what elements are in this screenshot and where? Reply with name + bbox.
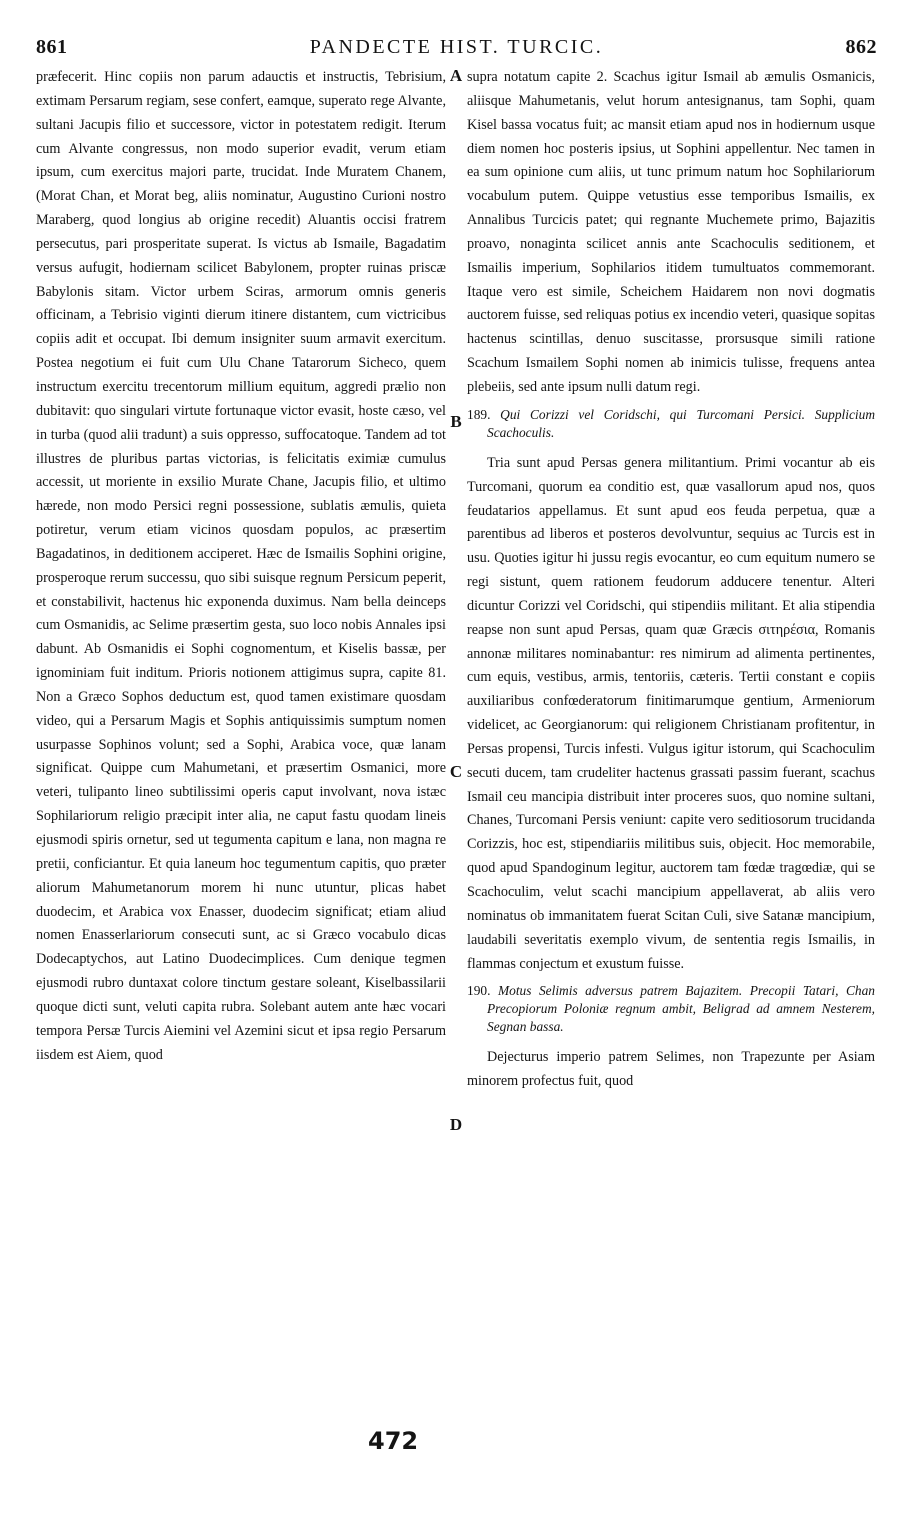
section-heading-190 — [467, 982, 875, 1036]
right-page-number: 862 — [845, 36, 877, 58]
left-paragraph: præfecerit. Hinc copiis non parum adauctis et instructis, Tebrisium, extimam Persarum regiam, sese confert, eamque, superato rege Alvante, sultani Jacupis filio et successore, victor in potestatem redigit. Iterum cum Alvante congressus, non modo superior evadit, verum etiam ipsum, cum exercitus majori parte, trucidat. Inde Muratem Chanem, (Morat Chan, et Morat beg, aliis nominatur, Augustino Curioni nostro Maraberg, quod longius ab origine recedit) Aluantis occisi fratrem persecutus, pari prosperitate superat. Is victus ab Ismaile, Bagadatim versus aufugit, hodiernam scilicet Babylonem, propter ruinas priscæ Babylonis sitam. Victor urbem Sciras, armorum omnis generis officinam, a Tebrisio viginti dierum itinere distantem, cum victricibus copiis adit et occupat. Ibi demum insigniter suum armavit exercitum. Postea negotium ei fuit cum Ulu Chane Tatarorum Sicheco, quem instructum exercitu trecentorum millium equitum, aggredi prælio non dubitavit: quo singulari virtute fortunaque victor evasit, hoste cæso, vel in turba (quod alii tradunt) a suis oppresso, suffocatoque. Tandem ad tot illustres de pluribus partas victorias, is felicitatis eximiæ cumulus accessit, ut moriente in exsilio Murate Chane, Jacupis filio, et ultimo hærede, non modo Persici regni possessione, sublatis æmulis, quieta potiretur, verum etiam vicinos quosdam populos, ac præsertim Bagadatinos, in deditionem acciperet. Hæc de Ismailis Sophini origine, prosperoque rerum successu, quo sibi suisque regnum Persicum peperit, et constabilivit, hactenus hic exponenda duximus. Nam bella deinceps cum Osmanidis, ac Selime præsertim gesta, suo loco nobis Annales ipsi dabunt. Ab Osmanidis ei Sophi cognomentum, et Kiselis bassæ, per ignominiam fuit inditum. Prioris notionem attigimus supra, capite 81. Non a Græco Sophos deductum est, quod tamen existimare quosdam video, qui a Persarum Magis et Sophis antiquissimis sumptum nomen usurpasse Sophinos volunt; sed a Sophi, Arabica voce, quæ lanam significat. Quippe cum Mahumetani, et præsertim Osmanici, more veteri, tulipanto lineo subtilissimi operis caput involvant, nova istæc Sophilariorum religio præcipit inter alia, ne caput fastu quodam lineis ejusmodi spiris ornetur, sed ut tegumenta capitum e lana, non magna re pretii, conficiantur. Et quia laneum hoc tegumentum capitis, quo præter aliorum Mahumetanorum morem hi nunc utuntur, plicas habet duodecim, et Arabica vox Enasser, duodecim significat; etiam aliud nomen Enasserlariorum consecuti sunt, ac si Græco vocabulo dicas Dodecaptychos, aut Latino Duodecimplices. Cum denique tegmen ejusmodi rubro duntaxat colore tinctum gestare soleant, Kiselbassilarii quoque dicti sunt, veluti capita rubra. Solebant autem ante hæc vocari tempora Persæ Turcis Aiemini vel Azemini sicut et ipsa regio Persarum iisdem est Aiem, quod — [36, 69, 446, 1063]
section-number-189: 189. — [467, 406, 491, 422]
right-column — [467, 66, 875, 1094]
page-header — [36, 28, 877, 64]
margin-letter-d: D — [449, 1115, 463, 1134]
signature-mark: 472 — [368, 1427, 419, 1455]
margin-letter-c: C — [449, 762, 463, 781]
margin-letter-b: B — [450, 412, 462, 431]
left-column — [36, 66, 446, 1067]
section-title-190: Motus Selimis adversus patrem Bajazitem. Precopii Tatari, Chan Precopiorum Poloniæ regnum ambit, Beligrad ad amnem Nesterem, Segnan bassa. — [487, 983, 875, 1035]
section-number-190: 190. — [467, 983, 491, 999]
section-title-189: Qui Corizzi vel Coridschi, qui Turcomani Persici. Supplicium Scachoculis. — [487, 406, 875, 440]
right-paragraph-2: Tria sunt apud Persas genera militantium. Primi vocantur ab eis Turcomani, quorum ea conditio est, quæ vasallorum apud nos, quos feudatarios appellamus. Et sunt apud eos feuda perpetua, quæ a parentibus ad liberos et posteros devolvuntur, sequius ac Turcis est in usu. Quoties igitur hi jussu regis evocantur, eo cum equitum numero se regi sistunt, quem rationem feudorum adducere tenentur. Alteri dicuntur Corizzi vel Coridschi, qui stipendiis militant. Et alia stipendia reapse non sunt apud Persas, quam quæ Græcis σιτηρέσια, Romanis annonæ militares nominabantur: res nimirum ad alimenta pertinentes, cum equis, vestibus, armis, tentoriis, cæteris. Tertii constant e copiis auxiliaribus confœderatorum finitimarumque gentium, Armeniorum videlicet, ac Georgianorum: qui religionem Christianam profitentur, in Persas propensi, Turcis infesti. Vulgus igitur istorum, qui Scachoculim secuti ducem, tam crudeliter hactenus grassati passim fuerant, scachus Ismail ceu mancipia distribuit inter proceres suos, quo nomine sultani, Chanes, Turcomani Persis veniunt: capite vero seditiosorum trucidanda Corizzis, hoc est, stipendiariis militibus suis, objecit. Hoc memorabile, quod apud Spandoginum legitur, auctorem tam fœdæ tragœdiæ, qui se Scachoculim, velut scachi mancipium appellaverat, ab aliis vero nominatus ob immanitatem fuerat Scitan Culi, sive Satanæ mancipium, laudabili severitatis exemplo vivum, de sententia regis Ismailis, in flammas conjectum et exustum fuisse. — [467, 454, 875, 972]
left-page-number: 861 — [36, 36, 68, 58]
margin-letter-a: A — [449, 66, 463, 85]
right-paragraph-3: Dejecturus imperio patrem Selimes, non Trapezunte per Asiam minorem profectus fuit, quod — [467, 1049, 875, 1090]
section-heading-189 — [467, 406, 875, 442]
right-paragraph-1: supra notatum capite 2. Scachus igitur Ismail ab æmulis Osmanicis, aliisque Mahumetanis, velut horum antesignanus, tam Sophi, quam Kisel bassa vocatus fuit; ac mansit etiam apud nos in hodiernum usque diem nomen hoc posteris ipsius, ut Sophini appellentur. Nec tamen in ea sum opinione cum aliis, ut tunc primum natum hoc Sophilariorum vocabulum putem. Quippe vetustius esse temporibus Ismailis, ex Annalibus Turcicis patet; qui regnante Muchemete primo, Bajazitis proavo, nonaginta scilicet annis ante Scachoculis seditionem, et Ismailis imperium, Sophilarios itidem tumultuatos commemorant. Itaque vero est simile, Scheichem Haidarem non novi dogmatis auctorem fuisse, sed reliquas potius ex incendio veteri, quasique sopitas hactenus scintillas, denuo suscitasse, prorsusque simili ratione Scachum Ismailem Sophi nomen ab inimicis tulisse, frequens antea plebeiis, sed ante ipsum nulli datum regi. — [467, 69, 875, 395]
running-title: PANDECTE HIST. TURCIC. — [309, 36, 604, 58]
